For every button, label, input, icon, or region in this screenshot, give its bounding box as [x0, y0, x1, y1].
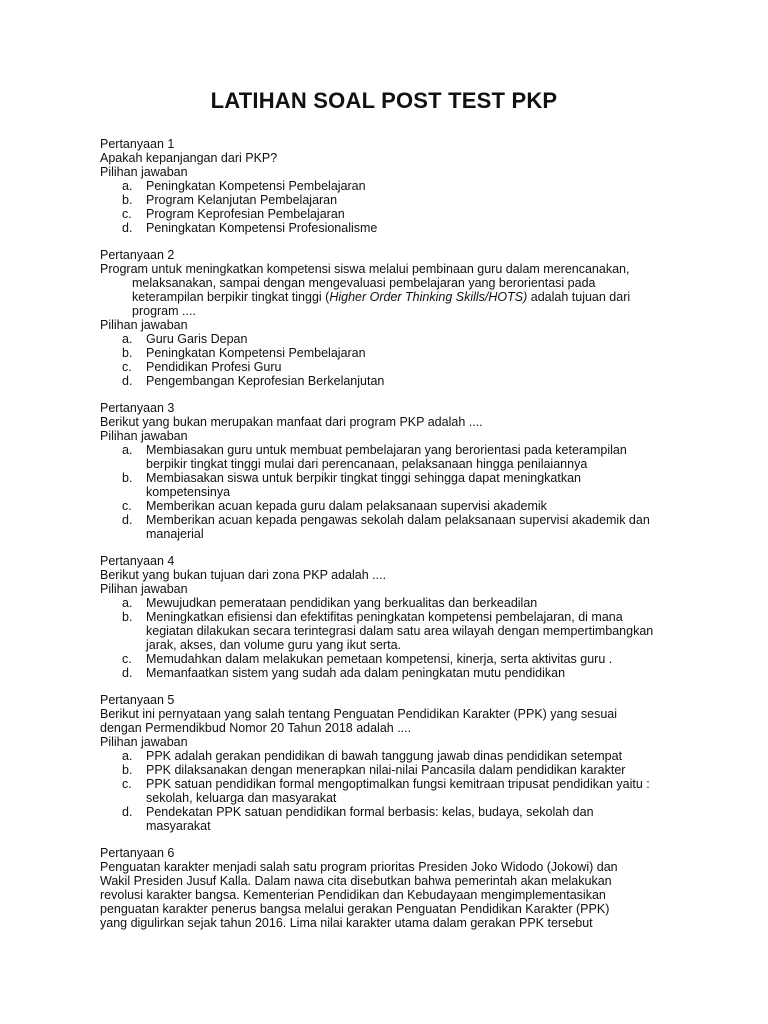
option-letter: a.	[122, 179, 133, 193]
option-text: Pengembangan Keprofesian Berkelanjutan	[146, 374, 385, 388]
option-c	[100, 499, 680, 513]
option-a	[100, 443, 680, 471]
option-letter: d.	[122, 666, 133, 680]
question-label: Pertanyaan 2	[100, 248, 175, 262]
question-stem: revolusi karakter bangsa. Kementerian Pendidikan dan Kebudayaan mengimplementasikan	[100, 888, 606, 902]
option-letter: d.	[122, 374, 133, 388]
option-d	[100, 221, 680, 235]
option-text: kegiatan dilakukan secara terintegrasi dalam satu area wilayah dengan mempertimbangkan	[146, 624, 654, 638]
option-letter: c.	[122, 207, 132, 221]
question-stem	[100, 290, 680, 304]
question-label: Pertanyaan 6	[100, 846, 175, 860]
question-1	[100, 137, 680, 235]
option-text: Membiasakan siswa untuk berpikir tingkat tinggi sehingga dapat meningkatkan	[146, 471, 581, 485]
option-text: Peningkatan Kompetensi Profesionalisme	[146, 221, 378, 235]
answer-label: Pilihan jawaban	[100, 582, 188, 596]
question-label: Pertanyaan 4	[100, 554, 175, 568]
option-text: Peningkatan Kompetensi Pembelajaran	[146, 179, 366, 193]
option-letter: d.	[122, 805, 133, 819]
question-stem: Penguatan karakter menjadi salah satu program prioritas Presiden Joko Widodo (Jokowi) dan	[100, 860, 618, 874]
question-list	[100, 137, 680, 943]
option-letter: b.	[122, 610, 133, 624]
option-b	[100, 763, 680, 777]
option-a	[100, 179, 680, 193]
option-d	[100, 513, 680, 541]
option-b	[100, 471, 680, 499]
option-d	[100, 805, 680, 833]
option-text: PPK dilaksanakan dengan menerapkan nilai-nilai Pancasila dalam pendidikan karakter	[146, 763, 626, 777]
answer-label: Pilihan jawaban	[100, 735, 188, 749]
option-letter: c.	[122, 499, 132, 513]
option-d	[100, 374, 680, 388]
option-text: Memberikan acuan kepada guru dalam pelaksanaan supervisi akademik	[146, 499, 547, 513]
option-letter: a.	[122, 332, 133, 346]
answer-label: Pilihan jawaban	[100, 318, 188, 332]
option-letter: c.	[122, 777, 132, 791]
option-letter: a.	[122, 596, 133, 610]
option-letter: d.	[122, 221, 133, 235]
question-label: Pertanyaan 3	[100, 401, 175, 415]
option-text: Program Kelanjutan Pembelajaran	[146, 193, 338, 207]
option-d	[100, 666, 680, 680]
option-c	[100, 207, 680, 221]
option-text: Guru Garis Depan	[146, 332, 248, 346]
option-text: Mewujudkan pemerataan pendidikan yang berkualitas dan berkeadilan	[146, 596, 538, 610]
option-text: kompetensinya	[146, 485, 231, 499]
question-6	[100, 846, 680, 930]
option-a	[100, 749, 680, 763]
option-b	[100, 610, 680, 652]
option-text: berpikir tingkat tinggi mulai dari perencanaan, pelaksanaan hingga penilaiannya	[146, 457, 588, 471]
question-stem: Apakah kepanjangan dari PKP?	[100, 151, 278, 165]
option-c	[100, 360, 680, 374]
options-list	[100, 749, 680, 833]
option-letter: c.	[122, 652, 132, 666]
option-text: Pendekatan PPK satuan pendidikan formal berbasis: kelas, budaya, sekolah dan	[146, 805, 594, 819]
options-list	[100, 179, 680, 235]
question-stem: program ....	[132, 304, 196, 318]
options-list	[100, 332, 680, 388]
option-letter: a.	[122, 443, 133, 457]
option-text: Pendidikan Profesi Guru	[146, 360, 282, 374]
option-b	[100, 346, 680, 360]
option-text: Memanfaatkan sistem yang sudah ada dalam peningkatan mutu pendidikan	[146, 666, 566, 680]
option-letter: b.	[122, 346, 133, 360]
option-text: manajerial	[146, 527, 204, 541]
option-b	[100, 193, 680, 207]
question-stem: penguatan karakter penerus bangsa melalui gerakan Penguatan Pendidikan Karakter (PPK)	[100, 902, 610, 916]
option-text: Memudahkan dalam melakukan pemetaan kompetensi, kinerja, serta aktivitas guru .	[146, 652, 613, 666]
question-stem: yang digulirkan sejak tahun 2016. Lima nilai karakter utama dalam gerakan PPK tersebut	[100, 916, 593, 930]
question-stem: Program untuk meningkatkan kompetensi siswa melalui pembinaan guru dalam merencanakan,	[100, 262, 630, 276]
option-text: Meningkatkan efisiensi dan efektifitas peningkatan kompetensi pembelajaran, di mana	[146, 610, 623, 624]
question-stem: Berikut ini pernyataan yang salah tentang Penguatan Pendidikan Karakter (PPK) yang sesuai	[100, 707, 617, 721]
question-label: Pertanyaan 5	[100, 693, 175, 707]
answer-label: Pilihan jawaban	[100, 165, 188, 179]
option-letter: b.	[122, 471, 133, 485]
question-stem: Wakil Presiden Jusuf Kalla. Dalam nawa cita disebutkan bahwa pemerintah akan melakukan	[100, 874, 612, 888]
document-title: LATIHAN SOAL POST TEST PKP	[210, 88, 558, 113]
option-text: Program Keprofesian Pembelajaran	[146, 207, 345, 221]
question-label: Pertanyaan 1	[100, 137, 175, 151]
option-a	[100, 596, 680, 610]
question-stem: Berikut yang bukan merupakan manfaat dari program PKP adalah ....	[100, 415, 483, 429]
option-text: PPK satuan pendidikan formal mengoptimalkan fungsi kemitraan tripusat pendidikan yaitu :	[146, 777, 650, 791]
option-letter: d.	[122, 513, 133, 527]
question-3	[100, 401, 680, 541]
option-text: sekolah, keluarga dan masyarakat	[146, 791, 337, 805]
question-stem: Berikut yang bukan tujuan dari zona PKP adalah ....	[100, 568, 387, 582]
question-2	[100, 248, 680, 388]
answer-label: Pilihan jawaban	[100, 429, 188, 443]
option-letter: b.	[122, 763, 133, 777]
question-4	[100, 554, 680, 680]
question-5	[100, 693, 680, 833]
options-list	[100, 443, 680, 541]
stem-text: adalah tujuan dari	[527, 290, 631, 304]
option-letter: c.	[122, 360, 132, 374]
stem-text: keterampilan berpikir tingkat tinggi (	[132, 290, 330, 304]
stem-italic-term: Higher Order Thinking Skills/HOTS)	[329, 290, 528, 304]
option-c	[100, 777, 680, 805]
option-text: jarak, akses, dan volume guru yang ikut serta.	[146, 638, 401, 652]
option-text: Peningkatan Kompetensi Pembelajaran	[146, 346, 366, 360]
option-text: masyarakat	[146, 819, 211, 833]
question-stem: melaksanakan, sampai dengan mengevaluasi pembelajaran yang berorientasi pada	[132, 276, 596, 290]
option-text: Memberikan acuan kepada pengawas sekolah dalam pelaksanaan supervisi akademik dan	[146, 513, 650, 527]
question-stem: dengan Permendikbud Nomor 20 Tahun 2018 adalah ....	[100, 721, 412, 735]
option-c	[100, 652, 680, 666]
option-text: PPK adalah gerakan pendidikan di bawah tanggung jawab dinas pendidikan setempat	[146, 749, 623, 763]
option-a	[100, 332, 680, 346]
option-text: Membiasakan guru untuk membuat pembelajaran yang berorientasi pada keterampilan	[146, 443, 627, 457]
option-letter: a.	[122, 749, 133, 763]
option-letter: b.	[122, 193, 133, 207]
options-list	[100, 596, 680, 680]
